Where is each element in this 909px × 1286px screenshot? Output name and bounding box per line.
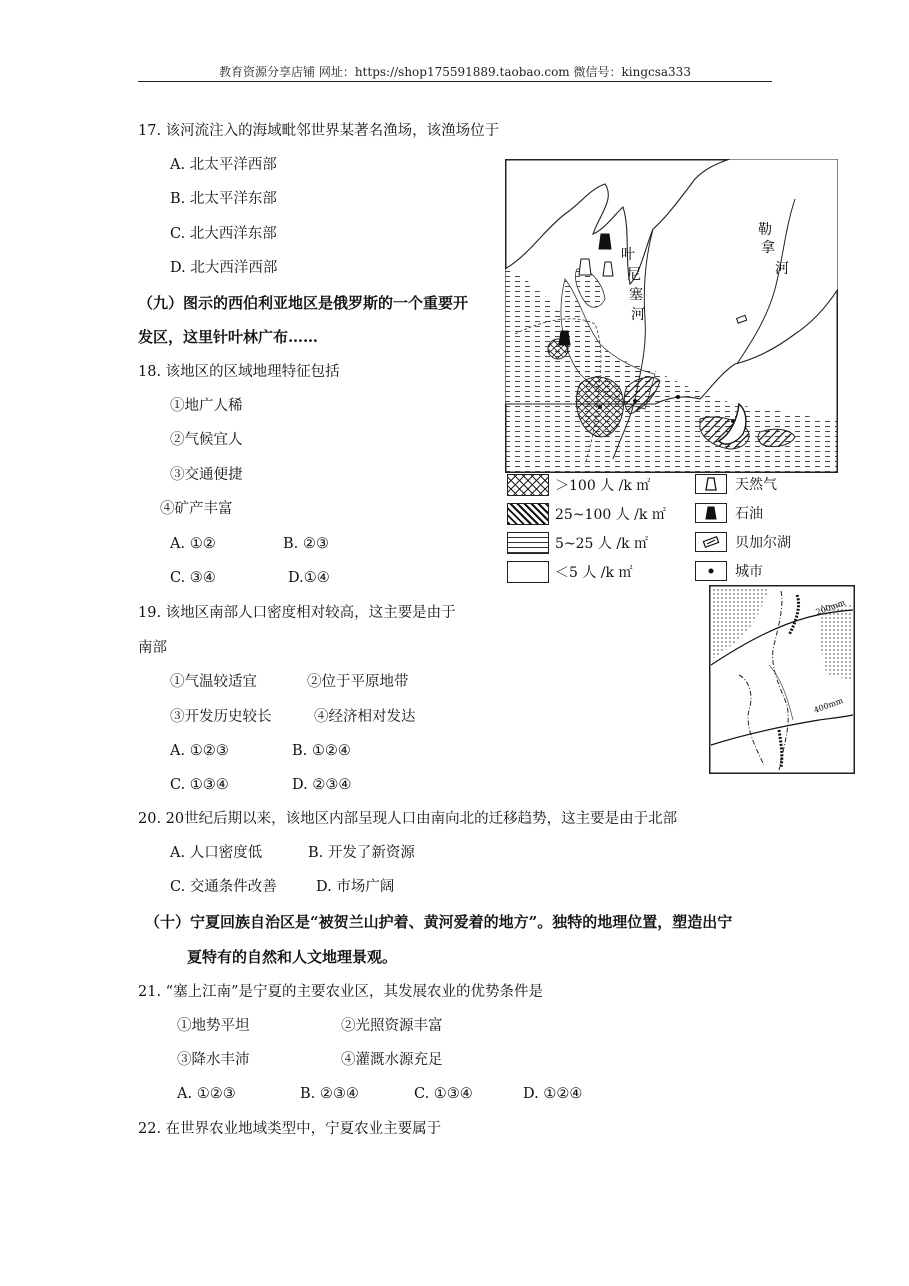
natural-gas-icon xyxy=(603,262,613,276)
q19-option-d: D. ②③④ xyxy=(292,777,352,793)
oil-icon xyxy=(559,331,570,345)
city-dot xyxy=(633,399,637,403)
legend-label: 天然气 xyxy=(735,477,777,493)
q19-item-1: ①气温较适宜 xyxy=(170,674,257,690)
q17-option-b: B. 北太平洋东部 xyxy=(170,191,277,207)
q21-item-3: ③降水丰沛 xyxy=(177,1052,250,1068)
q20-option-d: D. 市场广阔 xyxy=(316,879,395,895)
q19-option-b: B. ①②④ xyxy=(292,743,351,759)
q19-item-2: ②位于平原地带 xyxy=(307,674,409,690)
natural-gas-icon xyxy=(579,259,591,275)
q19-stem-cont: 南部 xyxy=(138,640,167,656)
legend-density-5-25 xyxy=(507,532,648,554)
q19-option-c: C. ①③④ xyxy=(170,777,229,793)
oil-icon xyxy=(599,234,611,249)
city-icon xyxy=(695,561,727,581)
siberia-map xyxy=(505,159,838,473)
q17-option-a: A. 北太平洋西部 xyxy=(170,157,277,173)
lena-label-1: 勒 xyxy=(758,222,772,238)
yenisei-label-2: 尼 xyxy=(627,267,641,283)
lena-label-3: 河 xyxy=(775,261,789,277)
header-divider xyxy=(138,81,772,82)
q18-item-4: ④矿产丰富 xyxy=(160,501,233,517)
q19-item-4: ④经济相对发达 xyxy=(314,709,416,725)
city-dot xyxy=(676,395,680,399)
city-dot xyxy=(598,405,602,409)
lena-label-2: 拿 xyxy=(761,240,775,256)
q19-item-3: ③开发历史较长 xyxy=(170,709,272,725)
legend-label: 5~25 人 /k ㎡ xyxy=(555,536,649,552)
blank-swatch xyxy=(507,561,549,583)
q17-option-c: C. 北大西洋东部 xyxy=(170,226,277,242)
q18-option-c: C. ③④ xyxy=(170,570,216,586)
q19-option-a: A. ①②③ xyxy=(170,743,229,759)
legend-oil xyxy=(695,503,763,523)
q18-option-b: B. ②③ xyxy=(283,536,329,552)
isohyet-200-label: 200mm xyxy=(814,598,847,617)
q21-option-a: A. ①②③ xyxy=(177,1086,236,1102)
isohyet-400-label: 400mm xyxy=(812,696,845,715)
hatch-swatch xyxy=(507,503,549,525)
legend-label: 石油 xyxy=(735,506,763,522)
city-dot xyxy=(731,419,735,423)
q18-option-a: A. ①② xyxy=(170,536,216,552)
q21-item-2: ②光照资源丰富 xyxy=(341,1018,443,1034)
q19-stem: 19. 该地区南部人口密度相对较高，这主要是由于 xyxy=(138,605,456,621)
page-header: 教育资源分享店铺 网址：https://shop175591889.taobao.com 微信号：kingcsa333 xyxy=(219,65,691,79)
q21-item-4: ④灌溉水源充足 xyxy=(341,1052,443,1068)
q20-stem: 20. 20世纪后期以来，该地区内部呈现人口由南向北的迁移趋势，这主要是由于北部 xyxy=(138,811,678,827)
q20-option-b: B. 开发了新资源 xyxy=(308,845,415,861)
section10-intro-line2: 夏特有的自然和人文地理景观。 xyxy=(187,948,398,966)
q21-stem: 21. “塞上江南”是宁夏的主要农业区，其发展农业的优势条件是 xyxy=(138,984,543,1000)
q21-option-b: B. ②③④ xyxy=(300,1086,359,1102)
legend-label: 25~100 人 /k ㎡ xyxy=(555,507,666,523)
lake-icon xyxy=(695,532,727,552)
legend-density-25-100 xyxy=(507,503,666,525)
legend-label: ＜5 人 /k ㎡ xyxy=(555,565,633,581)
section9-intro-line2: 发区，这里针叶林广布…… xyxy=(138,328,319,346)
legend-label: 城市 xyxy=(735,564,763,580)
ningxia-inset-map xyxy=(709,585,855,774)
q21-option-c: C. ①③④ xyxy=(414,1086,473,1102)
q17-stem: 17. 该河流注入的海域毗邻世界某著名渔场，该渔场位于 xyxy=(138,123,500,139)
yenisei-label-3: 塞 xyxy=(629,287,643,303)
q21-option-d: D. ①②④ xyxy=(523,1086,583,1102)
q20-option-a: A. 人口密度低 xyxy=(170,845,263,861)
yenisei-label-4: 河 xyxy=(631,307,645,323)
natural-gas-icon xyxy=(695,474,727,494)
q20-option-c: C. 交通条件改善 xyxy=(170,879,277,895)
legend-density-over-100 xyxy=(507,474,650,496)
q18-item-2: ②气候宜人 xyxy=(170,432,243,448)
q17-option-d: D. 北大西洋西部 xyxy=(170,260,278,276)
q22-stem: 22. 在世界农业地域类型中，宁夏农业主要属于 xyxy=(138,1121,442,1137)
legend-natural-gas xyxy=(695,474,777,494)
legend-baikal xyxy=(695,532,791,552)
legend-label: ＞100 人 /k ㎡ xyxy=(555,478,651,494)
legend-label: 贝加尔湖 xyxy=(735,535,791,551)
section9-intro-line1: （九）图示的西伯利亚地区是俄罗斯的一个重要开 xyxy=(138,294,469,312)
legend-density-below-5 xyxy=(507,561,632,583)
legend-city xyxy=(695,561,763,581)
section10-intro-line1: （十）宁夏回族自治区是“被贺兰山护着、黄河爱着的地方”。独特的地理位置，塑造出宁 xyxy=(145,913,733,931)
q18-item-3: ③交通便捷 xyxy=(170,467,243,483)
oil-icon xyxy=(695,503,727,523)
q21-item-1: ①地势平坦 xyxy=(177,1018,250,1034)
q18-item-1: ①地广人稀 xyxy=(170,398,243,414)
yenisei-label-1: 叶 xyxy=(621,247,635,263)
dash-swatch xyxy=(507,532,549,554)
cross-hatch-swatch xyxy=(507,474,549,496)
q18-stem: 18. 该地区的区域地理特征包括 xyxy=(138,364,340,380)
q18-option-d: D.①④ xyxy=(288,570,330,586)
